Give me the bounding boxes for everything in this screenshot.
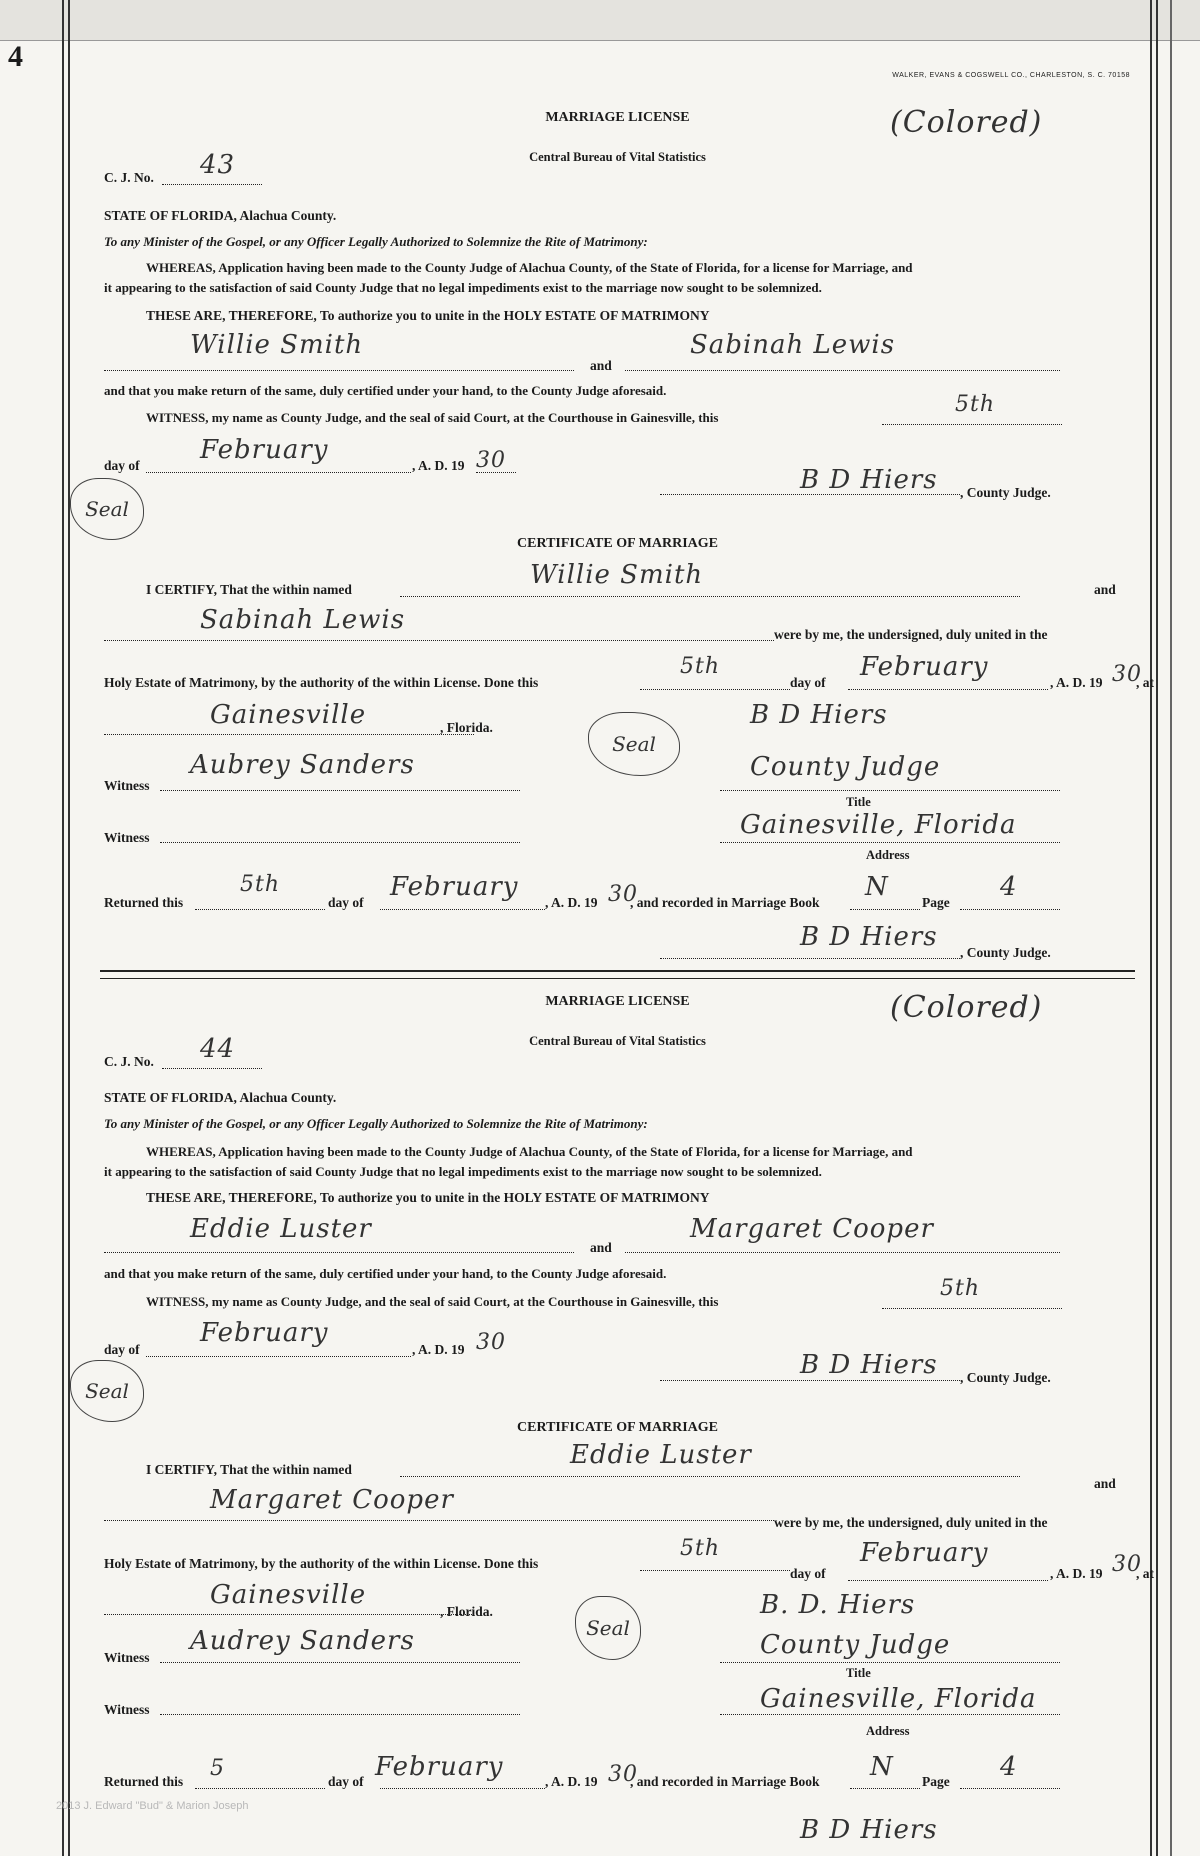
witness-line-2: WITNESS, my name as County Judge, and the seal of said Court, at the Courthouse in Gainesville, this — [146, 1294, 719, 1309]
officiant-title: County Judge — [750, 752, 941, 782]
bureau-name-2: Central Bureau of Vital Statistics — [529, 1034, 706, 1048]
done-year: 30 — [1112, 662, 1142, 687]
returned-month-2: February — [375, 1752, 504, 1782]
day-of-label-3: day of — [328, 895, 364, 910]
ad-label-6: , A. D. 19 — [545, 1774, 598, 1789]
recorded-label: , and recorded in Marriage Book — [630, 895, 820, 910]
officiant-signature: B D Hiers — [750, 700, 888, 730]
recorded-label-2: , and recorded in Marriage Book — [630, 1774, 820, 1789]
left-border — [62, 0, 70, 1856]
return-line: and that you make return of the same, duly certified under your hand, to the County Judge aforesaid. — [104, 383, 667, 398]
cert-bride-line-2 — [104, 1520, 774, 1521]
printer-imprint: WALKER, EVANS & COGSWELL CO., CHARLESTON, S. C. 70158 — [892, 72, 1130, 79]
month-2: February — [200, 1318, 329, 1348]
page-line-2 — [960, 1788, 1060, 1789]
year-2: 30 — [476, 1330, 506, 1355]
cert-bride-2: Margaret Cooper — [210, 1485, 454, 1515]
day-of-label-2: day of — [790, 675, 826, 690]
whereas-2-2: it appearing to the satisfaction of said County Judge that no legal impediments exist to the marriage now sought to be solemnized. — [104, 1164, 822, 1179]
groom-name: Willie Smith — [190, 330, 364, 360]
cj-label: C. J. No. — [104, 170, 154, 185]
book-2: N — [870, 1752, 894, 1782]
officiant-address: Gainesville, Florida — [740, 810, 1017, 840]
officiant-seal — [588, 712, 680, 776]
ad-label: , A. D. 19 — [412, 458, 465, 473]
judge-sig-line-2 — [660, 1380, 960, 1381]
place-line-2 — [104, 1614, 474, 1615]
title-label-2: Title — [846, 1666, 871, 1680]
done-day-line — [640, 689, 790, 690]
groom-line — [104, 370, 574, 371]
done-year-2: 30 — [1112, 1552, 1142, 1577]
state-line: STATE OF FLORIDA, Alachua County. — [104, 208, 337, 223]
witness-label-4: Witness — [104, 1702, 150, 1717]
title-line-2 — [720, 1662, 1060, 1663]
returned-day-2: 5 — [210, 1756, 225, 1781]
page-label-2: Page — [922, 1774, 950, 1789]
to-minister: To any Minister of the Gospel, or any Officer Legally Authorized to Solemnize the Rite of Matrimony: — [104, 234, 648, 249]
cert-groom-line-2 — [400, 1476, 1020, 1477]
day-of-label-5: day of — [790, 1566, 826, 1581]
book-line-2 — [850, 1788, 920, 1789]
holy-estate-2: Holy Estate of Matrimony, by the authority of the within License. Done this — [104, 1556, 539, 1571]
county-judge-label-3: , County Judge. — [960, 1370, 1051, 1385]
cert-title-2: CERTIFICATE OF MARRIAGE — [517, 1420, 718, 1435]
bride-line-2 — [625, 1252, 1060, 1253]
returned-this: Returned this — [104, 895, 184, 910]
page-2: 4 — [1000, 1752, 1018, 1782]
record-1 — [85, 0, 1154, 990]
page-number: 4 — [8, 40, 23, 73]
colored-note-2: (Colored) — [890, 990, 1043, 1025]
year: 30 — [476, 448, 506, 473]
day-of-label-6: day of — [328, 1774, 364, 1789]
bureau-name: Central Bureau of Vital Statistics — [529, 150, 706, 164]
cj-label-2: C. J. No. — [104, 1054, 154, 1069]
done-month-line-2 — [848, 1580, 1048, 1581]
officiant-title-2: County Judge — [760, 1630, 951, 1660]
witness-1-line — [160, 790, 520, 791]
page: 4 — [1000, 872, 1018, 902]
witness-1-line-2 — [160, 1662, 520, 1663]
address-label-2: Address — [866, 1724, 910, 1738]
returned-month-line-2 — [380, 1788, 545, 1789]
witness-1: Aubrey Sanders — [190, 750, 415, 780]
ad-label-2: , A. D. 19 — [1050, 675, 1103, 690]
returned-month: February — [390, 872, 519, 902]
and-label-3: and — [590, 1240, 612, 1255]
done-month-2: February — [860, 1538, 989, 1568]
cert-groom-line — [400, 596, 1020, 597]
officiant-address-2: Gainesville, Florida — [760, 1684, 1037, 1714]
place: Gainesville — [210, 700, 367, 730]
judge-signature-2: B D Hiers — [800, 1350, 938, 1380]
whereas-1: WHEREAS, Application having been made to the County Judge of Alachua County, of the State of Florida, for a license for Marriage, and — [146, 260, 913, 275]
ad-label-4: , A. D. 19 — [412, 1342, 465, 1357]
witness-day: 5th — [955, 392, 996, 417]
florida-label-2: , Florida. — [440, 1604, 493, 1619]
witness-2-line — [160, 842, 520, 843]
bride-name: Sabinah Lewis — [690, 330, 896, 360]
title-label: Title — [846, 795, 871, 809]
month-line-2 — [146, 1356, 411, 1357]
at-label: , at — [1136, 675, 1154, 690]
copyright-watermark: 2013 J. Edward "Bud" & Marion Joseph — [56, 1800, 249, 1812]
cert-title: CERTIFICATE OF MARRIAGE — [517, 536, 718, 551]
witness-2-line-2 — [160, 1714, 520, 1715]
day-of-label-4: day of — [104, 1342, 140, 1357]
at-label-2: , at — [1136, 1566, 1154, 1581]
judge-signature: B D Hiers — [800, 465, 938, 495]
month: February — [200, 435, 329, 465]
license-title: MARRIAGE LICENSE — [545, 110, 690, 125]
right-border-outer — [1170, 0, 1172, 1856]
page-label: Page — [922, 895, 950, 910]
ad-label-5: , A. D. 19 — [1050, 1566, 1103, 1581]
seal-text-4: Seal — [586, 1616, 630, 1640]
cj-number: 43 — [200, 150, 236, 180]
recorder-signature-2: B D Hiers — [800, 1815, 938, 1845]
bride-name-2: Margaret Cooper — [690, 1214, 934, 1244]
cert-bride: Sabinah Lewis — [200, 605, 406, 635]
address-label: Address — [866, 848, 910, 862]
ad-label-3: , A. D. 19 — [545, 895, 598, 910]
witness-1-2: Audrey Sanders — [190, 1626, 415, 1656]
witness-label: Witness — [104, 778, 150, 793]
county-judge-label-2: , County Judge. — [960, 945, 1051, 960]
holy-estate: Holy Estate of Matrimony, by the authority of the within License. Done this — [104, 675, 539, 690]
florida-label: , Florida. — [440, 720, 493, 735]
returned-year-2: 30 — [608, 1762, 638, 1787]
place-2: Gainesville — [210, 1580, 367, 1610]
cj-number-2: 44 — [200, 1034, 236, 1064]
officiant-signature-2: B. D. Hiers — [760, 1590, 916, 1620]
book: N — [865, 872, 889, 902]
whereas-2: it appearing to the satisfaction of said County Judge that no legal impediments exist to the marriage now sought to be solemnized. — [104, 280, 822, 295]
seal-text-3: Seal — [85, 1379, 129, 1403]
cert-groom: Willie Smith — [530, 560, 704, 590]
address-line-2 — [720, 1714, 1060, 1715]
returned-day: 5th — [240, 872, 281, 897]
seal-text-2: Seal — [612, 732, 656, 756]
done-day-line-2 — [640, 1570, 790, 1571]
were-by-me: were by me, the undersigned, duly united in the — [774, 627, 1048, 642]
witness-day-2: 5th — [940, 1276, 981, 1301]
to-minister-2: To any Minister of the Gospel, or any Officer Legally Authorized to Solemnize the Rite of Matrimony: — [104, 1116, 648, 1131]
address-line — [720, 842, 1060, 843]
were-by-me-2: were by me, the undersigned, duly united in the — [774, 1515, 1048, 1530]
cert-groom-2: Eddie Luster — [570, 1440, 752, 1470]
groom-name-2: Eddie Luster — [190, 1214, 372, 1244]
state-line-2: STATE OF FLORIDA, Alachua County. — [104, 1090, 337, 1105]
these-are-2: THESE ARE, THEREFORE, To authorize you to unite in the HOLY ESTATE OF MATRIMONY — [146, 1190, 710, 1205]
court-seal-2 — [70, 1360, 144, 1422]
license-title-2: MARRIAGE LICENSE — [545, 994, 690, 1009]
month-line — [146, 472, 411, 473]
recorder-signature: B D Hiers — [800, 922, 938, 952]
record-2 — [85, 880, 1154, 1856]
these-are: THESE ARE, THEREFORE, To authorize you to unite in the HOLY ESTATE OF MATRIMONY — [146, 308, 710, 323]
county-judge-label: , County Judge. — [960, 485, 1051, 500]
done-month-line — [848, 689, 1048, 690]
return-line-2: and that you make return of the same, duly certified under your hand, to the County Judge aforesaid. — [104, 1266, 667, 1281]
title-line — [720, 790, 1060, 791]
court-seal — [70, 478, 144, 540]
returned-this-2: Returned this — [104, 1774, 184, 1789]
and-label-2: and — [1094, 582, 1116, 597]
and-label: and — [590, 358, 612, 373]
cert-bride-line — [104, 640, 774, 641]
day-of-label: day of — [104, 458, 140, 473]
witness-label-3: Witness — [104, 1650, 150, 1665]
done-month: February — [860, 652, 989, 682]
seal-text: Seal — [85, 497, 129, 521]
groom-line-2 — [104, 1252, 574, 1253]
bride-line — [625, 370, 1060, 371]
returned-year: 30 — [608, 882, 638, 907]
done-day: 5th — [680, 654, 721, 679]
i-certify-2: I CERTIFY, That the within named — [146, 1462, 352, 1477]
witness-label-2: Witness — [104, 830, 150, 845]
witness-day-line-2 — [882, 1308, 1062, 1309]
officiant-seal-2 — [575, 1596, 641, 1660]
done-day-2: 5th — [680, 1536, 721, 1561]
i-certify: I CERTIFY, That the within named — [146, 582, 352, 597]
whereas-1-2: WHEREAS, Application having been made to the County Judge of Alachua County, of the State of Florida, for a license for Marriage, and — [146, 1144, 913, 1159]
witness-line: WITNESS, my name as County Judge, and the seal of said Court, at the Courthouse in Gainesville, this — [146, 410, 719, 425]
and-label-4: and — [1094, 1476, 1116, 1491]
place-line — [104, 734, 474, 735]
colored-note: (Colored) — [890, 105, 1043, 140]
witness-day-line — [882, 424, 1062, 425]
returned-day-line-2 — [195, 1788, 325, 1789]
cj-line-2 — [162, 1068, 262, 1069]
cj-line — [162, 184, 262, 185]
